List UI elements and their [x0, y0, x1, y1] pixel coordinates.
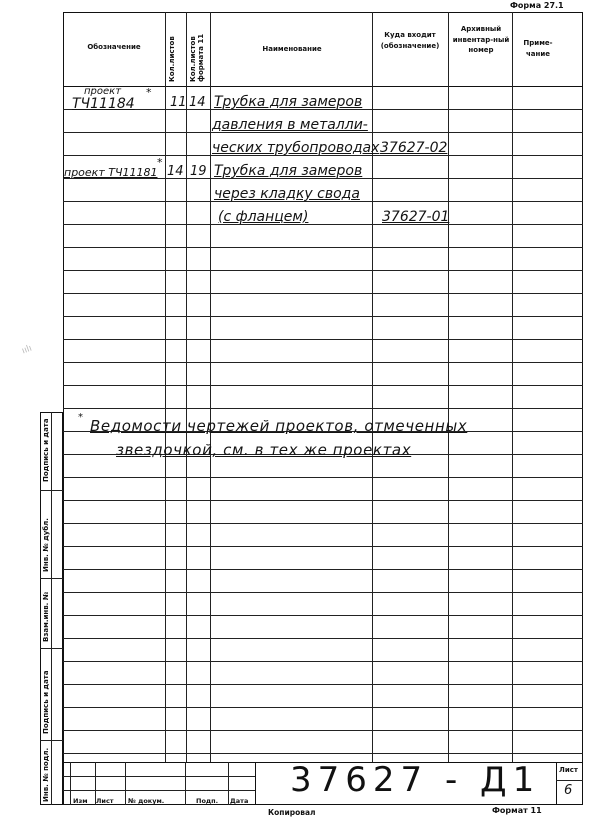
header-designation: Обозначение [87, 43, 141, 51]
tb-col-list: Лист [96, 797, 114, 805]
column-line-4 [372, 12, 373, 762]
row-line-25 [63, 661, 583, 662]
side-label-sign-date-1: Подпись и дата [42, 418, 50, 482]
footnote-star: * [78, 412, 83, 423]
side-label-sign-date-2: Подпись и дата [42, 670, 50, 734]
side-divider-4 [40, 740, 63, 741]
title-block-col-5 [228, 762, 229, 805]
row1-designation-top: проект [84, 86, 122, 97]
header-archive-no: Архивный инвентар-ный номер [452, 25, 510, 54]
form-label: Форма 27.1 [510, 1, 564, 10]
sheet-label: Лист [559, 766, 578, 774]
row5-name: через кладку свода [214, 186, 360, 202]
title-block-divider [255, 762, 256, 805]
format-label: Формат 11 [492, 806, 542, 815]
row1-star: * [146, 86, 152, 99]
row-line-13 [63, 385, 583, 386]
row-line-10 [63, 316, 583, 317]
row-line-9 [63, 293, 583, 294]
column-line-5 [448, 12, 449, 762]
column-line-2 [186, 12, 187, 762]
row-line-21 [63, 569, 583, 570]
title-block-col-4 [185, 762, 186, 805]
row1-designation: ТЧ11184 [72, 96, 135, 112]
row4-name: Трубка для замеров [214, 163, 363, 179]
row1-format: 14 [189, 95, 206, 110]
row-line-11 [63, 339, 583, 340]
row6-where: 37627-01 [382, 209, 450, 225]
title-block-row-2 [63, 790, 255, 791]
header-where-used: Куда входит (обозначение) [380, 31, 440, 50]
header-name: Наименование [262, 45, 322, 53]
sheet-box-divider [556, 762, 557, 805]
row6-name: (с фланцем) [218, 209, 309, 225]
row-line-22 [63, 592, 583, 593]
row-line-23 [63, 615, 583, 616]
sheet-box-line [556, 780, 583, 781]
side-label-orig-inv: Инв. № подл. [42, 747, 50, 802]
header-notes: Приме-чание [523, 39, 553, 58]
column-line-1 [165, 12, 166, 762]
side-divider-1 [40, 490, 63, 491]
row4-format: 19 [190, 164, 207, 179]
row-line-19 [63, 523, 583, 524]
tb-col-sign: Подп. [196, 797, 219, 805]
row4-designation: проект ТЧ11181 [64, 166, 158, 179]
row4-star: * [157, 156, 163, 169]
footnote-line1: Ведомости чертежей проектов, отмеченных [90, 417, 468, 435]
column-line-6 [512, 12, 513, 762]
row-line-27 [63, 707, 583, 708]
row3-where: 37627-02 [380, 140, 448, 156]
row-line-29 [63, 753, 583, 754]
row-line-24 [63, 638, 583, 639]
row-line-20 [63, 546, 583, 547]
title-block-row-1 [63, 776, 255, 777]
row-line-8 [63, 270, 583, 271]
row-line-28 [63, 730, 583, 731]
row-line-18 [63, 500, 583, 501]
header-sheet-count: Кол.листов [168, 36, 176, 82]
footnote-line2: звездочкой, см. в тех же проектах [116, 441, 412, 459]
row4-sheets: 14 [167, 164, 184, 179]
document-number: 37627 - Д1 [290, 760, 541, 800]
side-divider-2 [40, 578, 63, 579]
sheet-number: 6 [564, 783, 573, 798]
side-label-dup-inv: Инв. № дубл. [42, 518, 50, 572]
tb-col-doc: № докум. [128, 797, 165, 805]
row-line-17 [63, 477, 583, 478]
row-line-26 [63, 684, 583, 685]
row1-sheets: 11 [170, 95, 187, 110]
side-stamp-inner-line [51, 412, 52, 805]
column-line-3 [210, 12, 211, 762]
title-block-col-3 [125, 762, 126, 805]
row-line-6 [63, 224, 583, 225]
side-label-replace-inv: Взам.инв. № [42, 591, 50, 642]
copied-label: Копировал [268, 808, 316, 817]
row-line-12 [63, 362, 583, 363]
header-divider [63, 86, 583, 87]
row-line-14 [63, 408, 583, 409]
row2-name: давления в металли- [212, 117, 368, 133]
tb-col-izm: Изм [73, 797, 88, 805]
tb-col-date: Дата [230, 797, 249, 805]
margin-mark: ıılı [20, 343, 34, 357]
header-format-count: Кол.листов формата 11 [189, 33, 205, 82]
row-line-7 [63, 247, 583, 248]
title-block-col-1 [70, 762, 71, 805]
side-divider-3 [40, 648, 63, 649]
row3-name: ческих трубопроводах [212, 140, 380, 156]
row1-name: Трубка для замеров [214, 94, 363, 110]
